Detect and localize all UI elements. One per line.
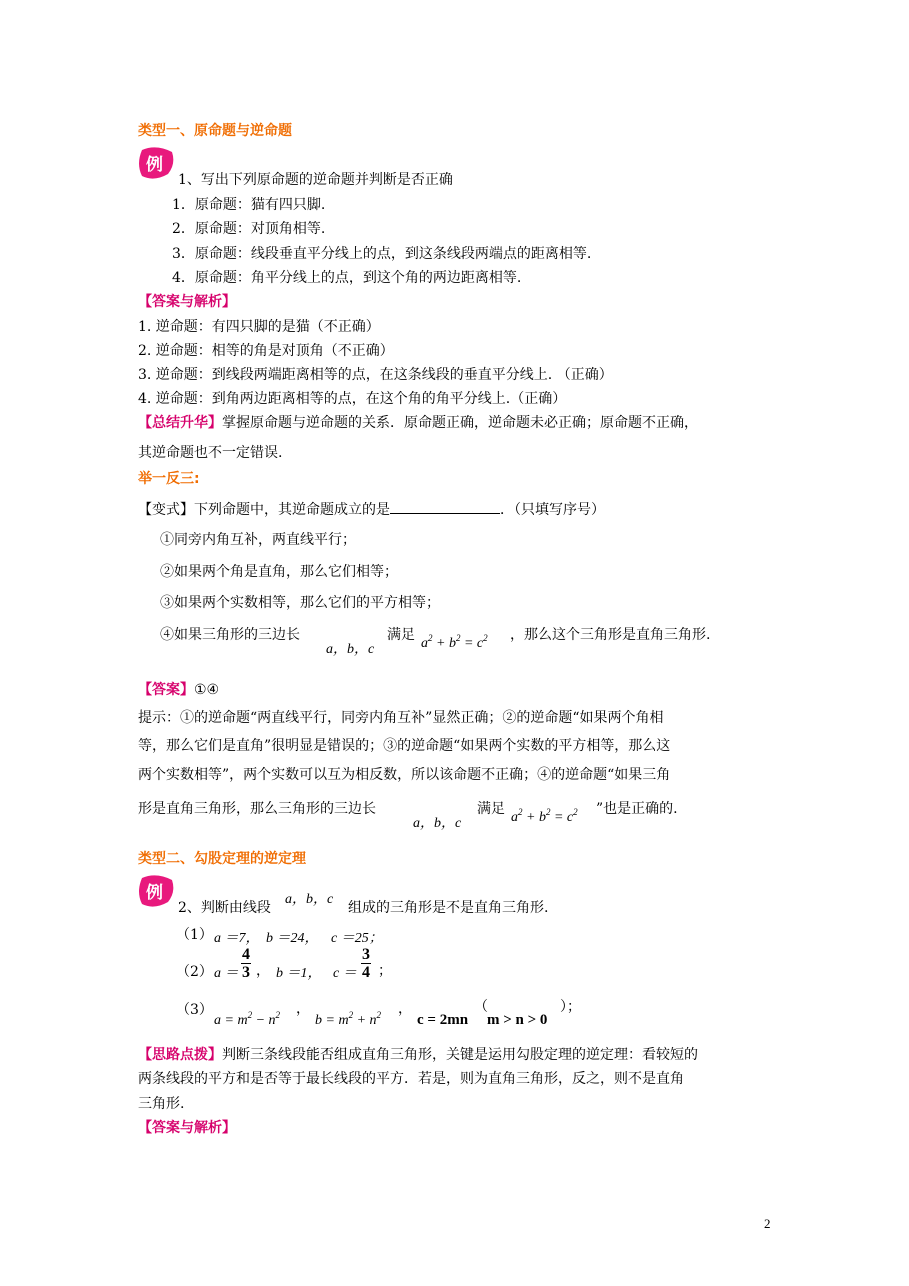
item2-2-sep: ， xyxy=(256,963,270,979)
item2-1-c: c ＝25； xyxy=(331,931,383,946)
hint-line-2: 等，那么它们是直角”很明显是错误的；③的逆命题“如果两个实数的平方相等，那么这 xyxy=(138,738,671,754)
question-2-vars: a，b，c xyxy=(285,892,334,907)
item-3: 3．原命题：线段垂直平分线上的点，到这条线段两端点的距离相等. xyxy=(172,246,592,262)
think-line-3: 三角形. xyxy=(138,1096,185,1112)
hint-eq-a: a xyxy=(511,810,518,825)
option-4-prefix: ④如果三角形的三边长 xyxy=(160,627,300,643)
practice-answer xyxy=(138,681,219,699)
item2-3-comma2: ， xyxy=(398,1001,412,1017)
item2-3-label: （3） xyxy=(176,1002,213,1018)
item-2: 2．原命题：对顶角相等. xyxy=(172,221,326,237)
hint-line-4-suffix: ”也是正确的. xyxy=(596,801,678,817)
hint-line-4-prefix: 形是直角三角形，那么三角形的三边长 xyxy=(138,801,376,817)
page-number: 2 xyxy=(764,1216,771,1231)
think-tag: 【思路点拨】 xyxy=(138,1047,222,1063)
option-3: ③如果两个实数相等，那么它们的平方相等； xyxy=(160,595,440,611)
think-line-1 xyxy=(138,1046,698,1064)
answer-1: 1. 逆命题：有四只脚的是猫（不正确） xyxy=(138,319,380,335)
eq-a: a xyxy=(421,636,428,651)
eq-eq-c: = c xyxy=(460,636,484,651)
item2-3-comma1: ， xyxy=(296,1001,310,1017)
item-4: 4．原命题：角平分线上的点，到这个角的两边距离相等. xyxy=(172,270,522,286)
item2-2-b: b ＝1， xyxy=(276,966,322,981)
example-badge-icon xyxy=(136,146,176,182)
option-4-suffix: ，那么这个三角形是直角三角形. xyxy=(510,627,711,643)
answer-tag-1: 【答案与解析】 xyxy=(138,294,236,310)
item2-2-a: a ＝ xyxy=(214,966,239,981)
hint-line-4-equation: $a^2 + b^2 = c^2$ xyxy=(511,807,578,825)
variant-prefix: 【变式】下列命题中，其逆命题成立的是 xyxy=(138,502,390,518)
question-2-prefix: 2、判断由线段 xyxy=(178,900,271,916)
answer-tag-2: 【答案与解析】 xyxy=(138,1120,236,1136)
item2-3-a-base: a = m xyxy=(214,1013,248,1028)
item2-1-label: （1） xyxy=(176,927,213,943)
hint-line-4-mid: 满足 xyxy=(477,801,505,817)
think-text-1: 判断三条线段能否组成直角三角形，关键是运用勾股定理的逆定理：看较短的 xyxy=(222,1047,698,1063)
summary-tag: 【总结升华】 xyxy=(138,415,222,431)
item2-2-label: （2） xyxy=(176,964,213,980)
item2-2-end: ； xyxy=(378,963,392,979)
hint-line-3: 两个实数相等”，两个实数可以互为相反数，所以该命题不正确；④的逆命题“如果三角 xyxy=(138,767,671,783)
option-2: ②如果两个角是直角，那么它们相等； xyxy=(160,564,398,580)
eq-plus-b: + b xyxy=(432,636,456,651)
variant-question xyxy=(138,499,605,519)
badge-label-2: 例 xyxy=(146,883,163,903)
fraction-3-4 xyxy=(361,946,371,982)
summary-line-2: 其逆命题也不一定错误. xyxy=(138,445,283,461)
answer-2: 2. 逆命题：相等的角是对顶角（不正确） xyxy=(138,343,394,359)
option-4-mid: 满足 xyxy=(387,627,415,643)
frac-a-den: 3 xyxy=(242,964,250,981)
item2-3-open: （ xyxy=(474,999,488,1015)
hint-line-4-vars: a，b，c xyxy=(413,816,462,831)
summary-text-1: 掌握原命题与逆命题的关系．原命题正确，逆命题未必正确；原命题不正确， xyxy=(222,415,698,431)
think-line-2: 两条线段的平方和是否等于最长线段的平方．若是，则为直角三角形，反之，则不是直角 xyxy=(138,1071,684,1087)
question-2-suffix: 组成的三角形是不是直角三角形. xyxy=(348,900,549,916)
section-title-type2: 类型二、勾股定理的逆定理 xyxy=(138,851,306,867)
practice-answer-tag: 【答案】 xyxy=(138,682,194,698)
hint-eq-eq-c: = c xyxy=(550,810,574,825)
item2-3-close: ）； xyxy=(560,999,581,1015)
item2-2-c: c ＝ xyxy=(333,966,357,981)
item2-1-b: b ＝24， xyxy=(266,931,319,946)
item2-3-b: $b = m^2 + n^2$ xyxy=(315,1010,382,1028)
option-1: ①同旁内角互补，两直线平行； xyxy=(160,532,356,548)
badge-label: 例 xyxy=(146,155,163,175)
option-4-vars: a，b，c xyxy=(326,642,375,657)
item2-3-b-base: b = m xyxy=(315,1013,349,1028)
fraction-4-3 xyxy=(241,946,251,982)
frac-a-num: 4 xyxy=(242,946,250,963)
hint-eq-plus-b: + b xyxy=(522,810,546,825)
item2-3-b-rest: + n xyxy=(353,1013,377,1028)
item2-3-a: $a = m^2 - n^2$ xyxy=(214,1010,281,1028)
answer-3: 3. 逆命题：到线段两端距离相等的点，在这条线段的垂直平分线上. （正确） xyxy=(138,367,613,383)
item-1: 1．原命题：猫有四只脚. xyxy=(172,197,326,213)
answer-4: 4. 逆命题：到角两边距离相等的点，在这个角的角平分线上.（正确） xyxy=(138,391,567,407)
item2-3-cond: m > n > 0 xyxy=(487,1012,548,1028)
practice-answer-value: ①④ xyxy=(194,682,220,698)
option-4-equation: $a^2 + b^2 = c^2$ xyxy=(421,633,488,651)
summary-line-1 xyxy=(138,414,698,432)
frac-c-den: 4 xyxy=(362,964,370,981)
variant-suffix: ．（只填写序号） xyxy=(500,502,605,518)
answer-blank[interactable] xyxy=(390,499,500,514)
frac-c-num: 3 xyxy=(362,946,370,963)
section-title-type1: 类型一、原命题与逆命题 xyxy=(138,123,292,139)
question-1: 1、写出下列原命题的逆命题并判断是否正确 xyxy=(178,172,453,188)
item2-3-a-rest: − n xyxy=(252,1013,276,1028)
practice-title: 举一反三: xyxy=(138,471,200,487)
item2-1-a: a ＝7， xyxy=(214,931,260,946)
hint-line-1: 提示：①的逆命题“两直线平行，同旁内角互补”显然正确；②的逆命题“如果两个角相 xyxy=(138,710,664,726)
item2-3-c: c = 2mn xyxy=(417,1012,469,1028)
example-badge-icon-2 xyxy=(136,874,176,910)
